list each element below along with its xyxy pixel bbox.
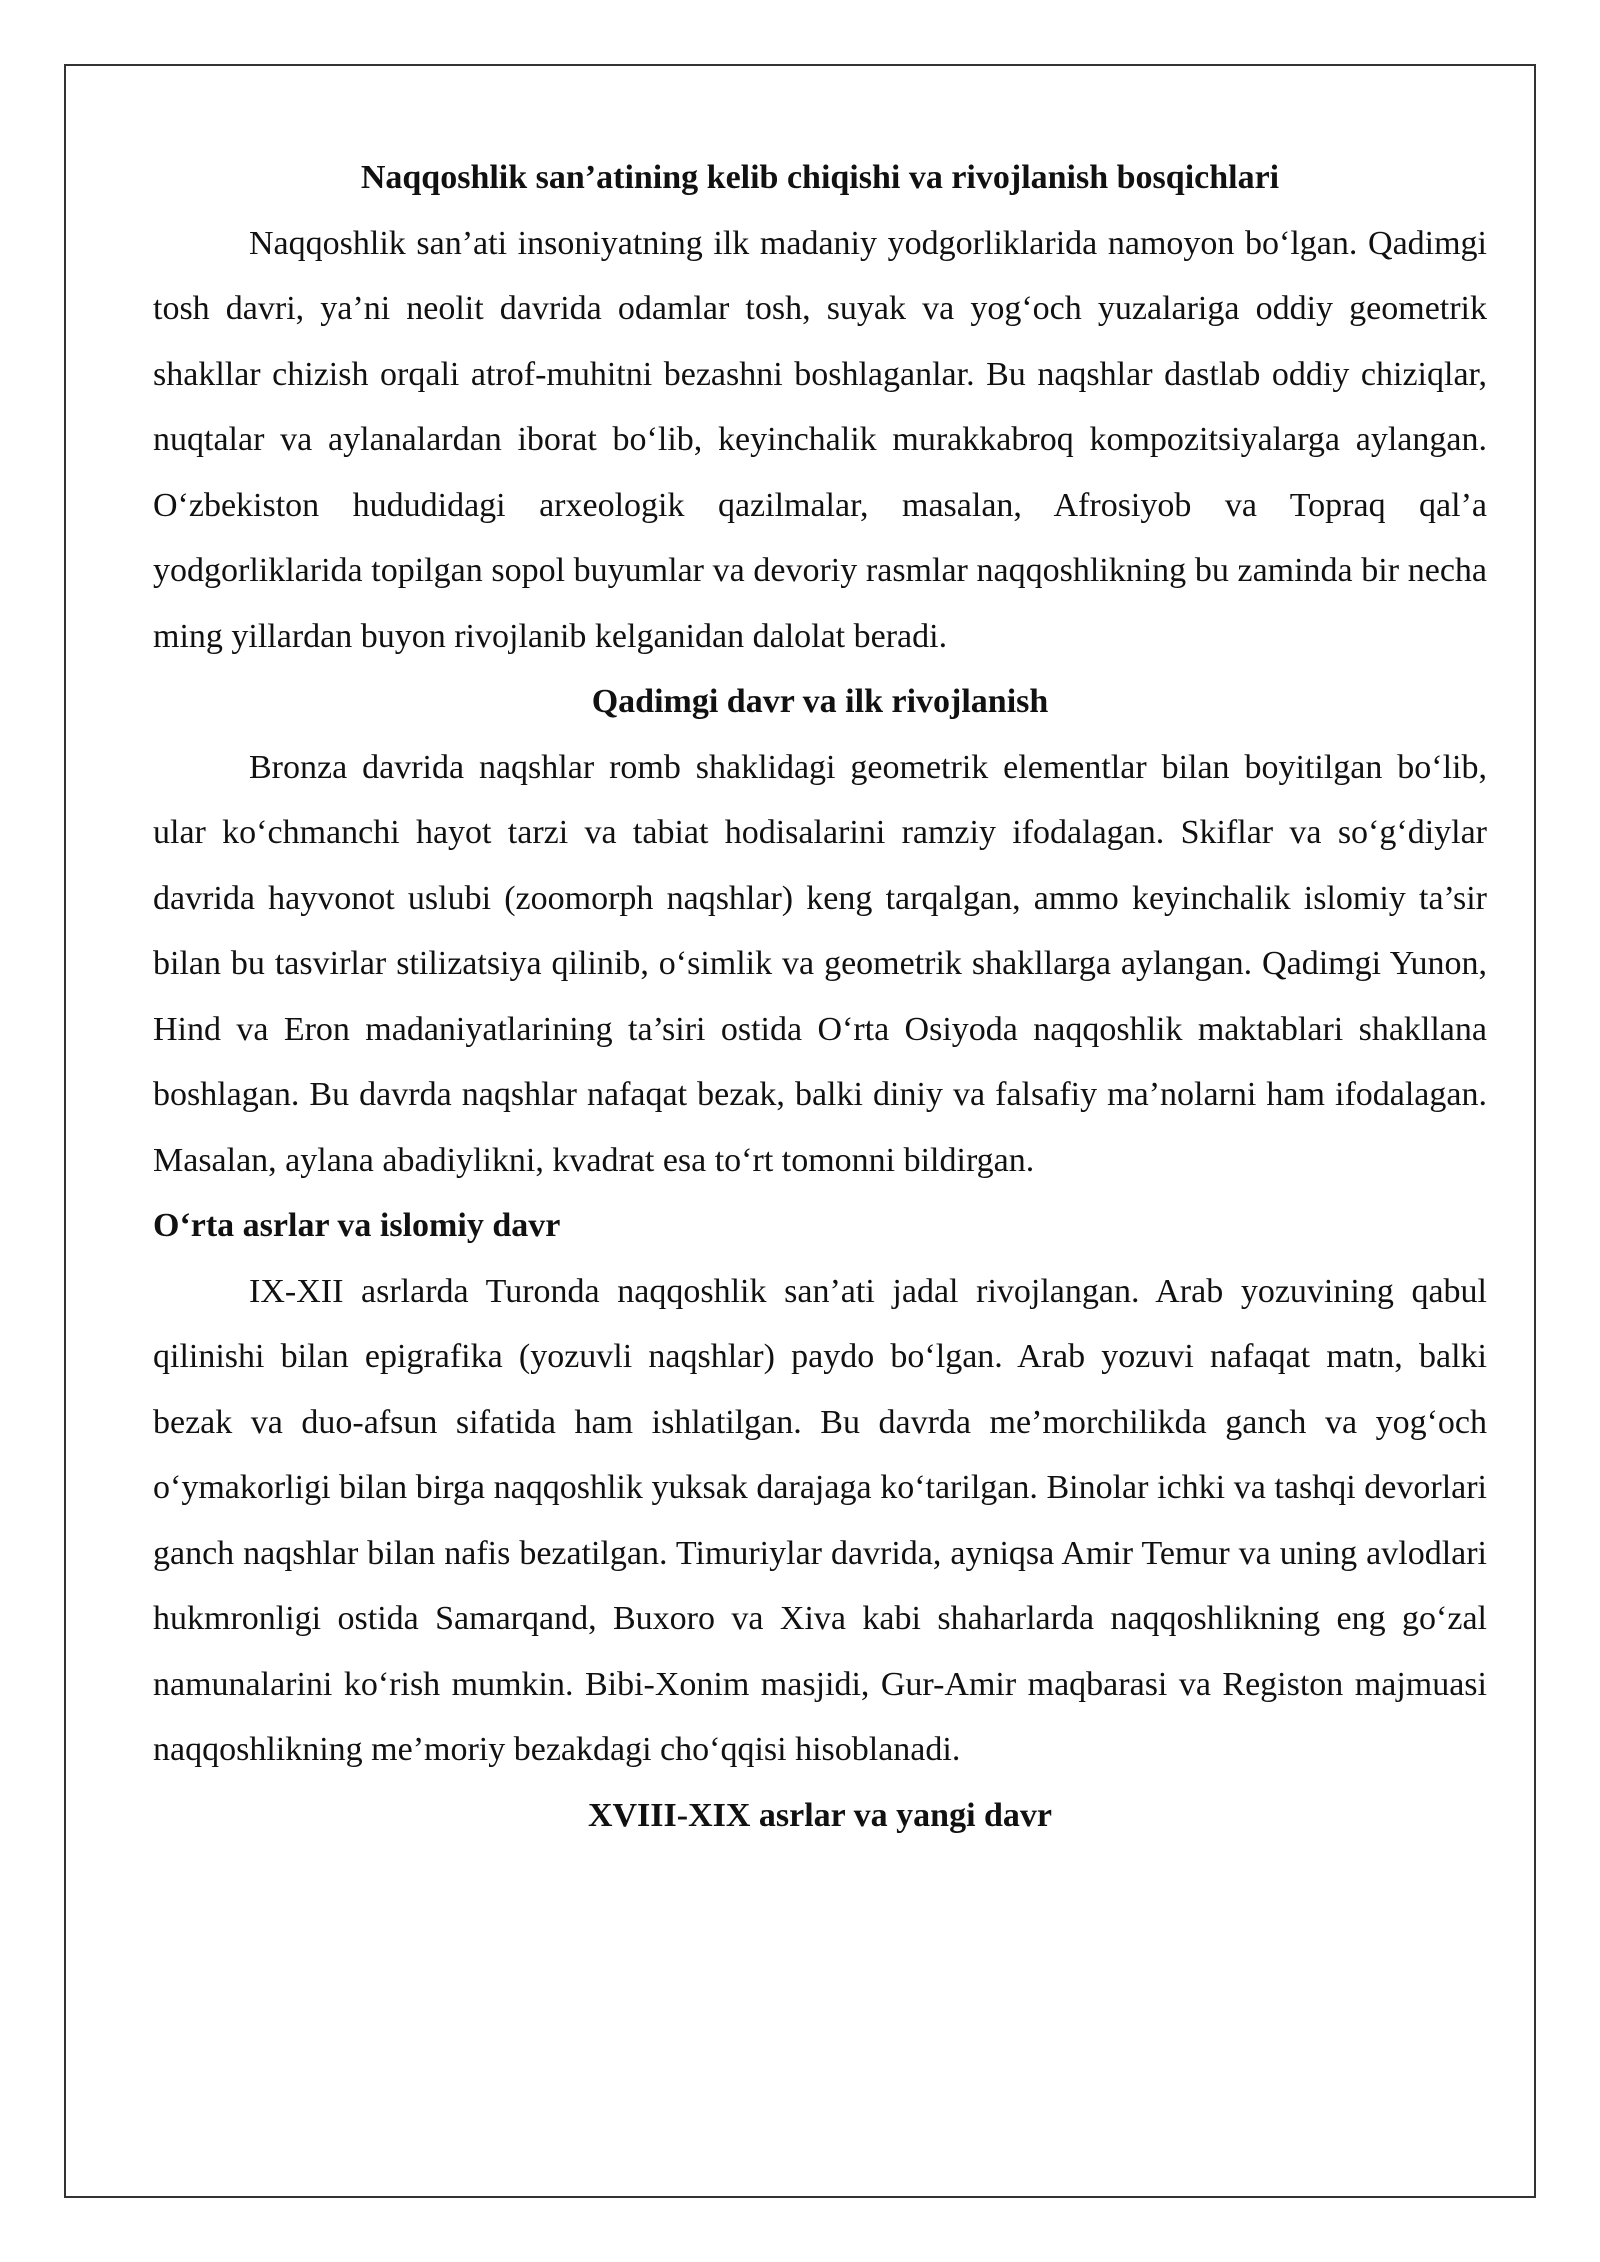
paragraph-middle-ages: IX-XII asrlarda Turonda naqqoshlik san’ati jadal rivojlangan. Arab yozuvining qabul qilinishi bilan epigrafika (yozuvli naqshlar) paydo bo‘lgan. Arab yozuvi nafaqat matn, balki bezak va duo-afsun sifatida ham ishlatilgan. Bu davrda me’morchilikda ganch va yog‘och o‘ymakorligi bilan birga naqqoshlik yuksak darajaga ko‘tarilgan. Binolar ichki va tashqi devorlari ganch naqshlar bilan nafis bezatilgan. Timuriylar davrida, ayniqsa Amir Temur va uning avlodlari hukmronligi ostida Samarqand, Buxoro va Xiva kabi shaharlarda naqqoshlikning eng go‘zal namunalarini ko‘rish mumkin. Bibi-Xonim masjidi, Gur-Amir maqbarasi va Registon majmuasi naqqoshlikning me’moriy bezakdagi cho‘qqisi hisoblanadi.	[153, 1272, 1487, 1768]
heading-modern-period: XVIII-XIX asrlar va yangi davr	[587, 1796, 1053, 1834]
document-body	[153, 145, 1487, 1848]
paragraph-ancient-period: Bronza davrida naqshlar romb shaklidagi geometrik elementlar bilan boyitilgan bo‘lib, ular ko‘chmanchi hayot tarzi va tabiat hodisalarini ramziy ifodalagan. Skiflar va so‘g‘diylar davrida hayvonot uslubi (zoomorph naqshlar) keng tarqalgan, ammo keyinchalik islomiy ta’sir bilan bu tasvirlar stilizatsiya qilinib, o‘simlik va geometrik shakllarga aylangan. Qadimgi Yunon, Hind va Eron madaniyatlarining ta’siri ostida O‘rta Osiyoda naqqoshlik maktablari shakllana boshlagan. Bu davrda naqshlar nafaqat bezak, balki diniy va falsafiy ma’nolarni ham ifodalagan. Masalan, aylana abadiylikni, kvadrat esa to‘rt tomonni bildirgan.	[153, 748, 1487, 1179]
paragraph-origins: Naqqoshlik san’ati insoniyatning ilk madaniy yodgorliklarida namoyon bo‘lgan. Qadimgi tosh davri, ya’ni neolit davrida odamlar tosh, suyak va yog‘och yuzalariga oddiy geometrik shakllar chizish orqali atrof-muhitni bezashni boshlaganlar. Bu naqshlar dastlab oddiy chiziqlar, nuqtalar va aylanalardan iborat bo‘lib, keyinchalik murakkabroq kompozitsiyalarga aylangan. O‘zbekiston hududidagi arxeologik qazilmalar, masalan, Afrosiyob va Topraq qal’a yodgorliklarida topilgan sopol buyumlar va devoriy rasmlar naqqoshlikning bu zaminda bir necha ming yillardan buyon rivojlanib kelganidan dalolat beradi.	[153, 224, 1487, 655]
heading-ancient-period: Qadimgi davr va ilk rivojlanish	[591, 683, 1049, 720]
document-title: Naqqoshlik san’atining kelib chiqishi va rivojlanish bosqichlari	[360, 159, 1280, 196]
heading-middle-ages: O‘rta asrlar va islomiy davr	[153, 1207, 561, 1244]
